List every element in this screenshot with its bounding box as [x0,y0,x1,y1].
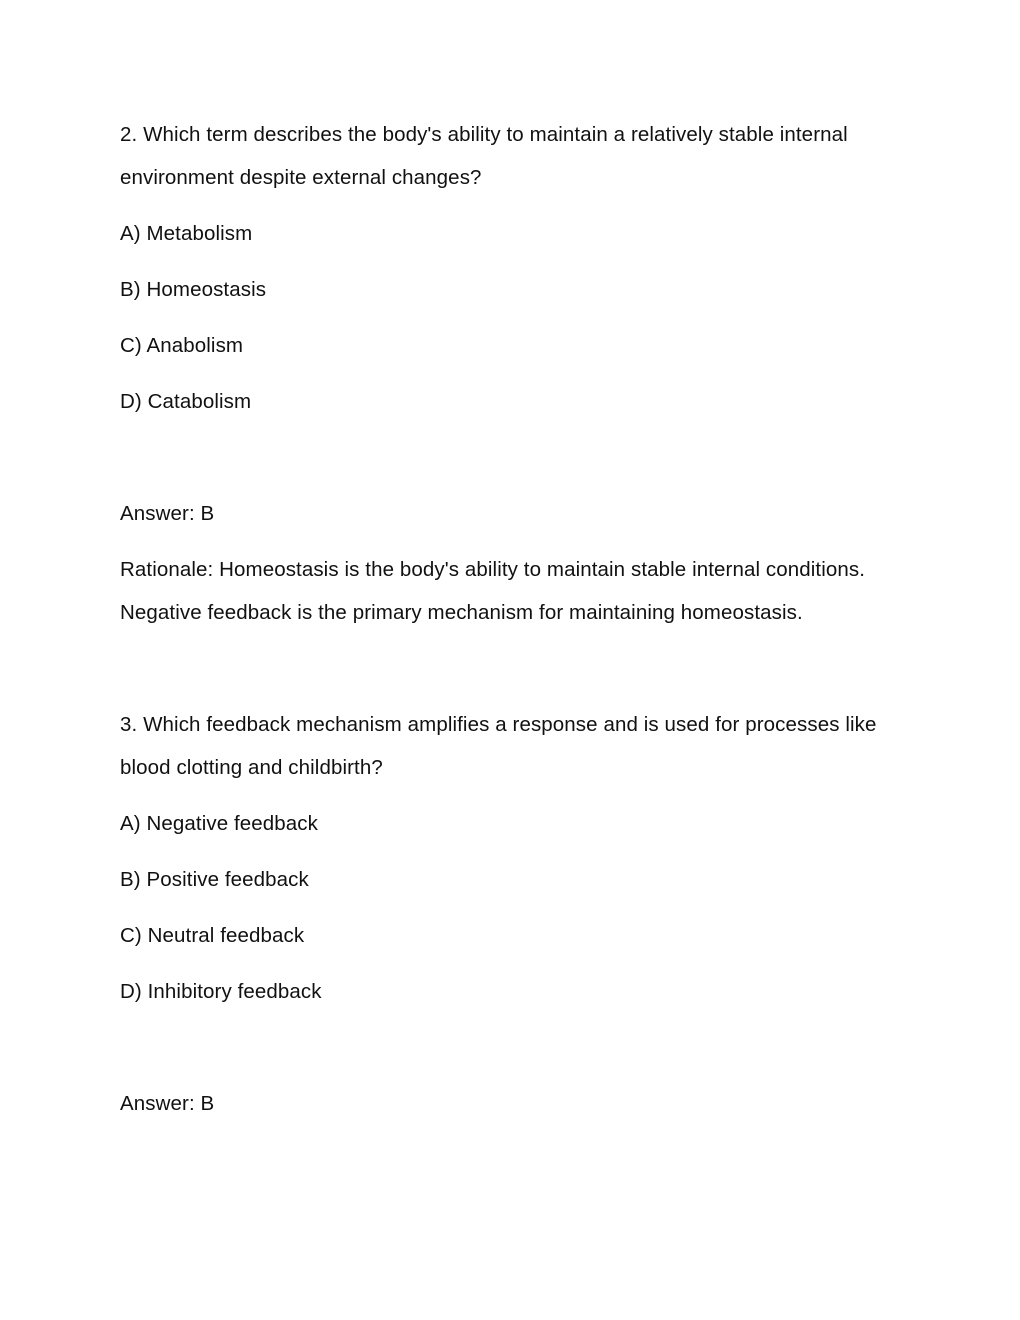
question-2-answer: Answer: B [120,502,215,525]
question-2-rationale-line-1: Rationale: Homeostasis is the body's ability to maintain stable internal conditions. [120,558,866,581]
question-3-option-b: B) Positive feedback [120,868,309,891]
question-2-rationale-line-2: Negative feedback is the primary mechanism for maintaining homeostasis. [120,601,803,624]
question-2-option-a: A) Metabolism [120,222,253,245]
question-2-stem-line-1: 2. Which term describes the body's ability to maintain a relatively stable internal [120,123,848,146]
question-2-option-d: D) Catabolism [120,390,252,413]
question-3-answer: Answer: B [120,1092,215,1115]
question-3-option-a: A) Negative feedback [120,812,319,835]
question-3-option-c: C) Neutral feedback [120,924,305,947]
question-3-stem-line-2: blood clotting and childbirth? [120,756,383,779]
question-2-option-b: B) Homeostasis [120,278,267,301]
question-2-option-c: C) Anabolism [120,334,244,357]
question-2-stem-line-2: environment despite external changes? [120,166,482,189]
question-3-option-d: D) Inhibitory feedback [120,980,322,1003]
question-3-stem-line-1: 3. Which feedback mechanism amplifies a response and is used for processes like [120,713,877,736]
